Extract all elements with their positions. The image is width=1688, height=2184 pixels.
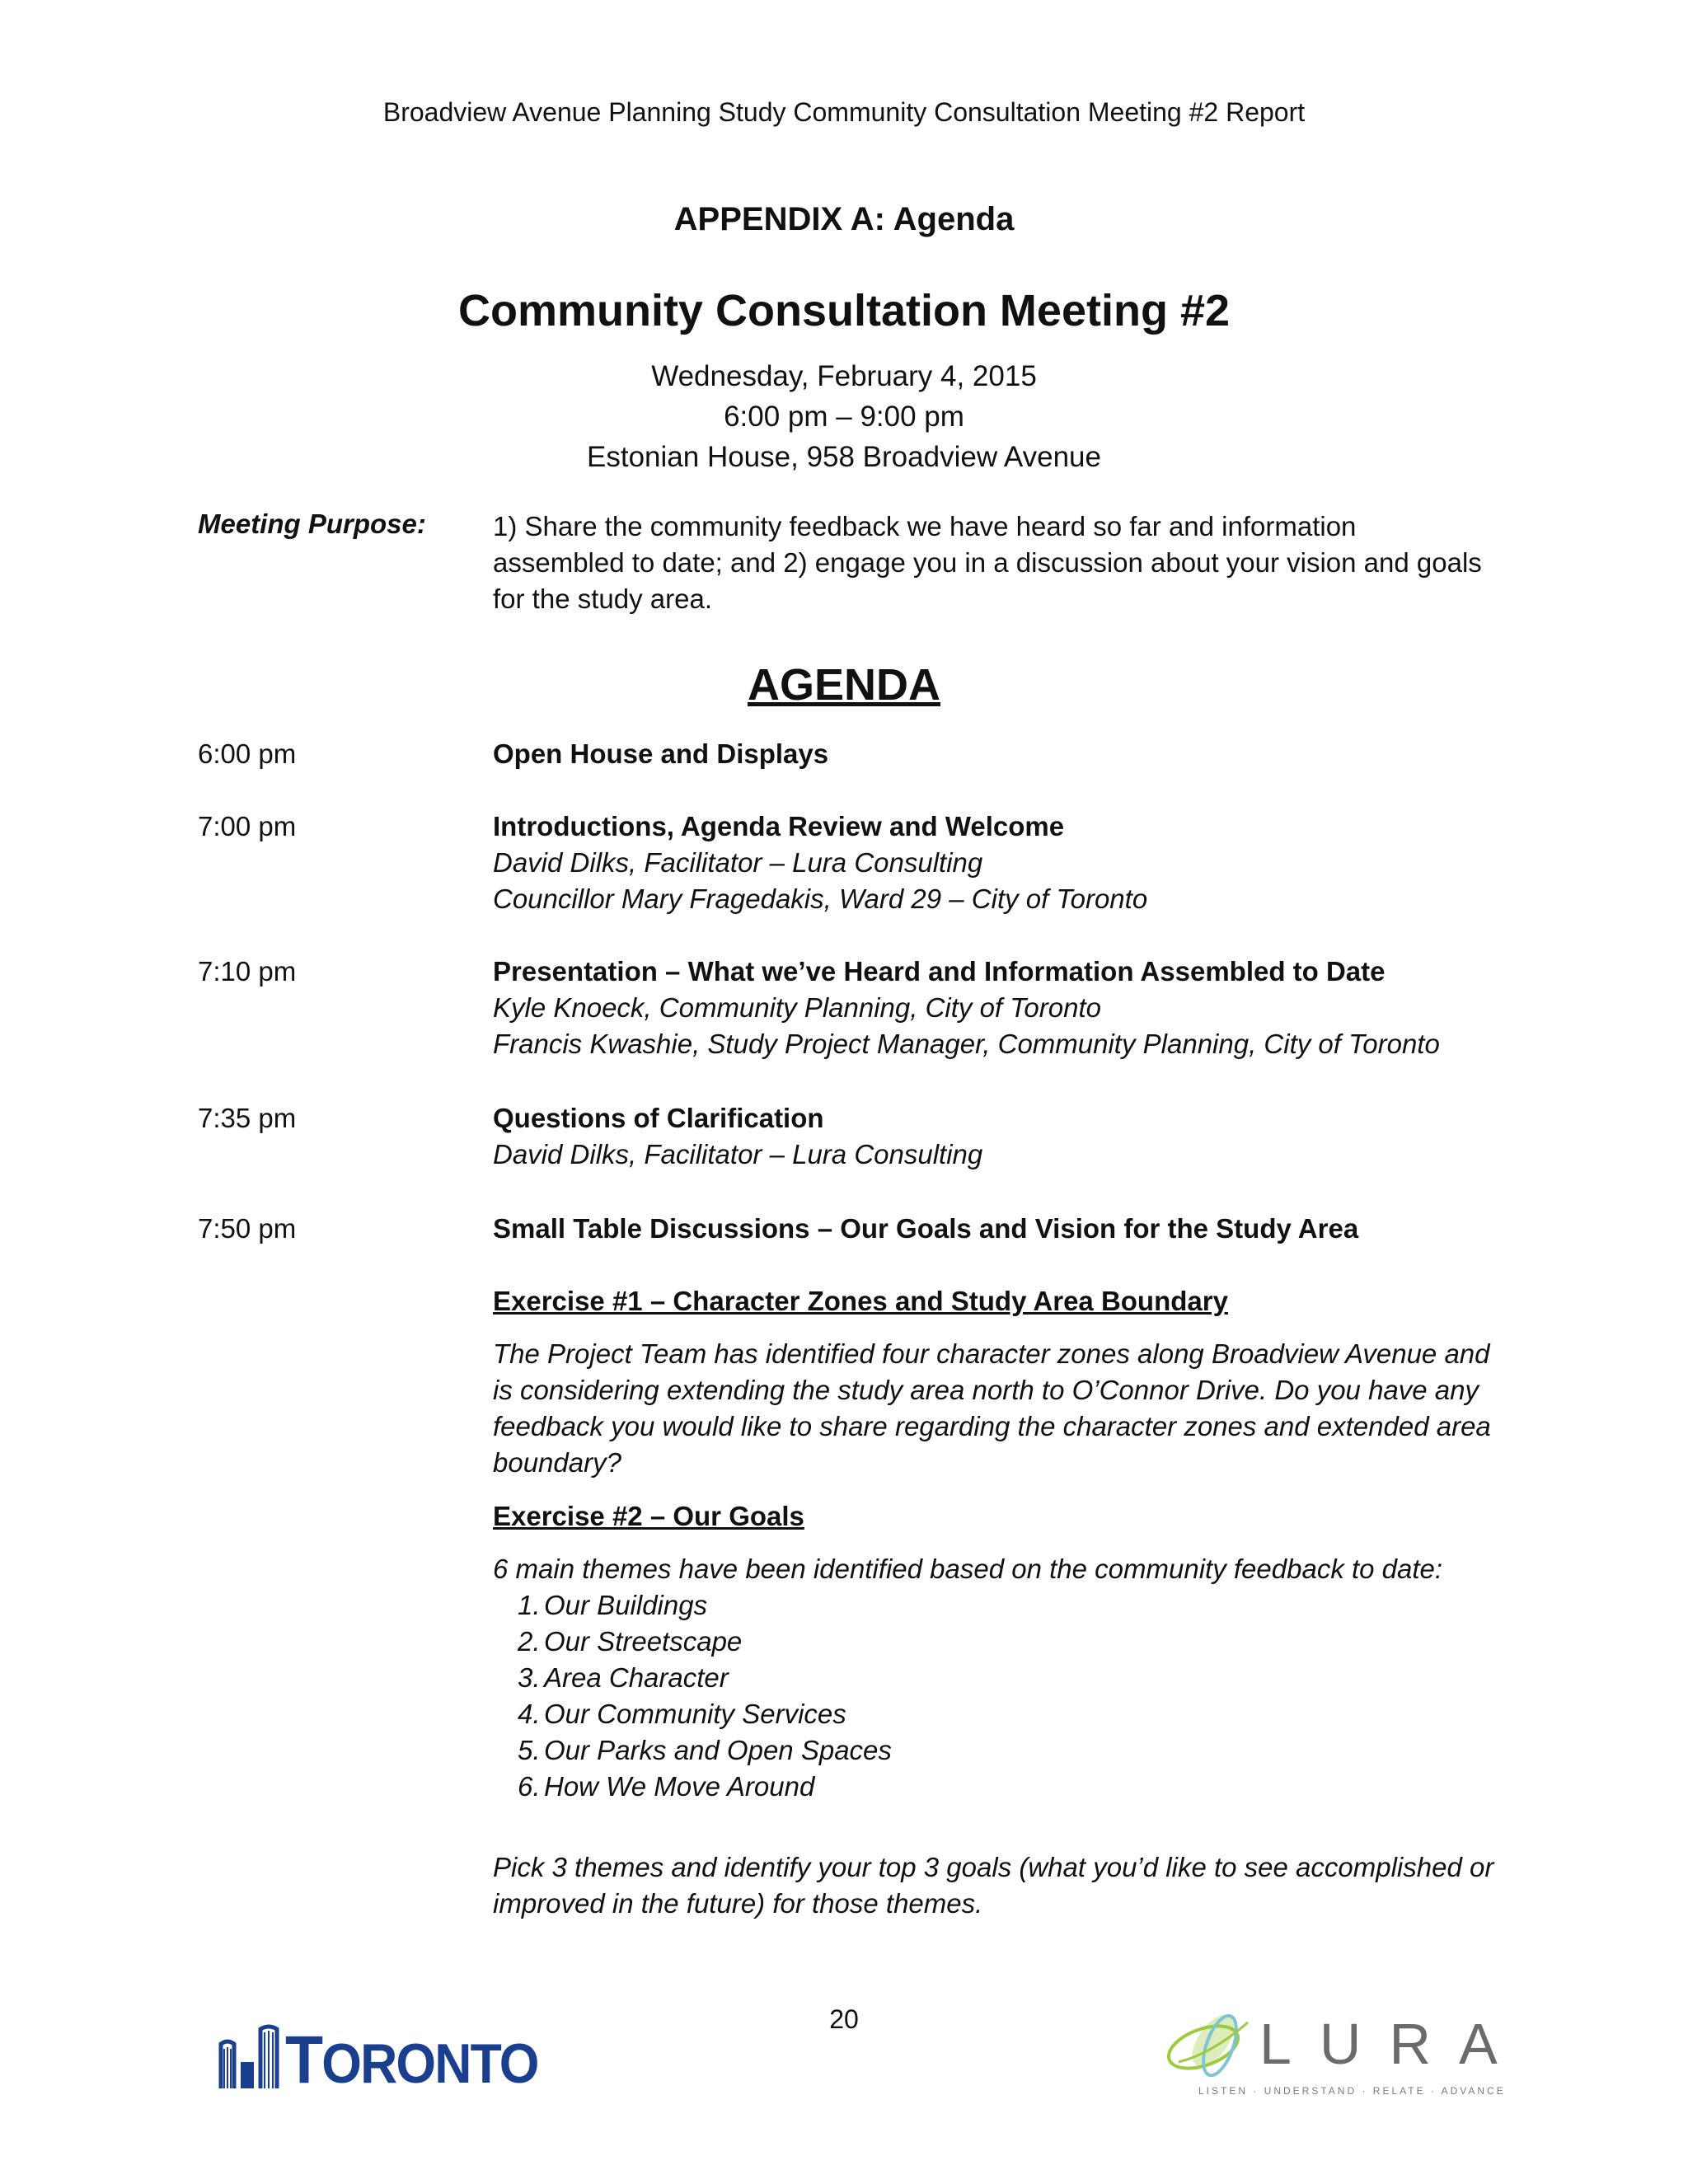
toronto-logo	[214, 2022, 560, 2097]
purpose-text: 1) Share the community feedback we have heard so far and information assembled to date; and 2) engage you in a discussion about your vision and goals for the study area.	[493, 511, 1482, 614]
lura-tagline: LISTEN · UNDERSTAND · RELATE · ADVANCE	[1198, 2085, 1506, 2097]
toronto-logo-text: TORONTO	[285, 2022, 538, 2097]
exercise-2	[493, 1498, 1515, 1805]
agenda-item	[198, 1211, 1517, 1247]
exercise-1	[493, 1283, 1515, 1481]
agenda-item	[198, 808, 1517, 954]
running-header: Broadview Avenue Planning Study Community Consultation Meeting #2 Report	[382, 97, 1306, 127]
agenda-presenter: David Dilks, Facilitator – Lura Consulting	[493, 1139, 983, 1169]
exercise-2-intro: 6 main themes have been identified based on the community feedback to date:	[493, 1554, 1443, 1584]
meeting-date: Wednesday, February 4, 2015	[651, 360, 1037, 392]
agenda-item-title: Small Table Discussions – Our Goals and Vision for the Study Area	[493, 1213, 1359, 1244]
lura-logo	[1162, 2004, 1526, 2103]
agenda-presenter: Kyle Knoeck, Community Planning, City of Toronto	[493, 992, 1101, 1023]
agenda-item-title: Introductions, Agenda Review and Welcome	[493, 811, 1065, 841]
meeting-location: Estonian House, 958 Broadview Avenue	[587, 441, 1101, 473]
exercise-1-title: Exercise #1 – Character Zones and Study Area Boundary	[493, 1286, 1228, 1316]
theme-item: 3. Area Character	[518, 1662, 729, 1693]
agenda-presenter: David Dilks, Facilitator – Lura Consulting	[493, 847, 983, 878]
theme-item: 2. Our Streetscape	[518, 1626, 743, 1657]
exercise-2-closing: Pick 3 themes and identify your top 3 goals (what you’d like to see accomplished or improved in the future) for those themes.	[493, 1852, 1494, 1919]
exercise-2-title: Exercise #2 – Our Goals	[493, 1501, 804, 1531]
lura-leaf-icon	[1162, 2004, 1269, 2087]
agenda-time: 7:35 pm	[198, 1103, 297, 1133]
lura-logo-text: LURA	[1259, 2012, 1526, 2076]
agenda-presenter: Francis Kwashie, Study Project Manager, Community Planning, City of Toronto	[493, 1029, 1440, 1059]
theme-item: 5. Our Parks and Open Spaces	[518, 1735, 892, 1765]
page-number: 20	[829, 2004, 859, 2034]
agenda-list	[198, 736, 1517, 1247]
agenda-time: 7:50 pm	[198, 1213, 297, 1244]
agenda-item	[198, 736, 1517, 808]
agenda-time: 7:00 pm	[198, 811, 297, 841]
agenda-item	[198, 954, 1517, 1100]
agenda-item-title: Presentation – What we’ve Heard and Information Assembled to Date	[493, 956, 1386, 987]
meeting-title: Community Consultation Meeting #2	[457, 286, 1231, 335]
agenda-item	[198, 1100, 1517, 1211]
theme-item: 4. Our Community Services	[518, 1699, 846, 1729]
theme-item: 6. How We Move Around	[518, 1771, 815, 1802]
agenda-item-title: Questions of Clarification	[493, 1103, 824, 1133]
agenda-time: 6:00 pm	[198, 738, 297, 769]
agenda-item-title: Open House and Displays	[493, 738, 829, 769]
agenda-time: 7:10 pm	[198, 956, 297, 987]
theme-list	[493, 1587, 1515, 1805]
meeting-time: 6:00 pm – 9:00 pm	[724, 401, 964, 433]
exercise-1-text: The Project Team has identified four character zones along Broadview Avenue and is considering extending the study area north to O’Connor Drive. Do you have any feedback you would like to share regarding the character zones and extended area boundary?	[493, 1338, 1491, 1478]
meeting-info	[0, 356, 1688, 477]
theme-item: 1. Our Buildings	[518, 1590, 708, 1620]
toronto-city-hall-icon	[214, 2024, 280, 2090]
agenda-heading: AGENDA	[747, 660, 940, 710]
appendix-title: APPENDIX A: Agenda	[673, 201, 1015, 237]
agenda-presenter: Councillor Mary Fragedakis, Ward 29 – City of Toronto	[493, 883, 1148, 914]
purpose-label: Meeting Purpose:	[198, 509, 426, 539]
